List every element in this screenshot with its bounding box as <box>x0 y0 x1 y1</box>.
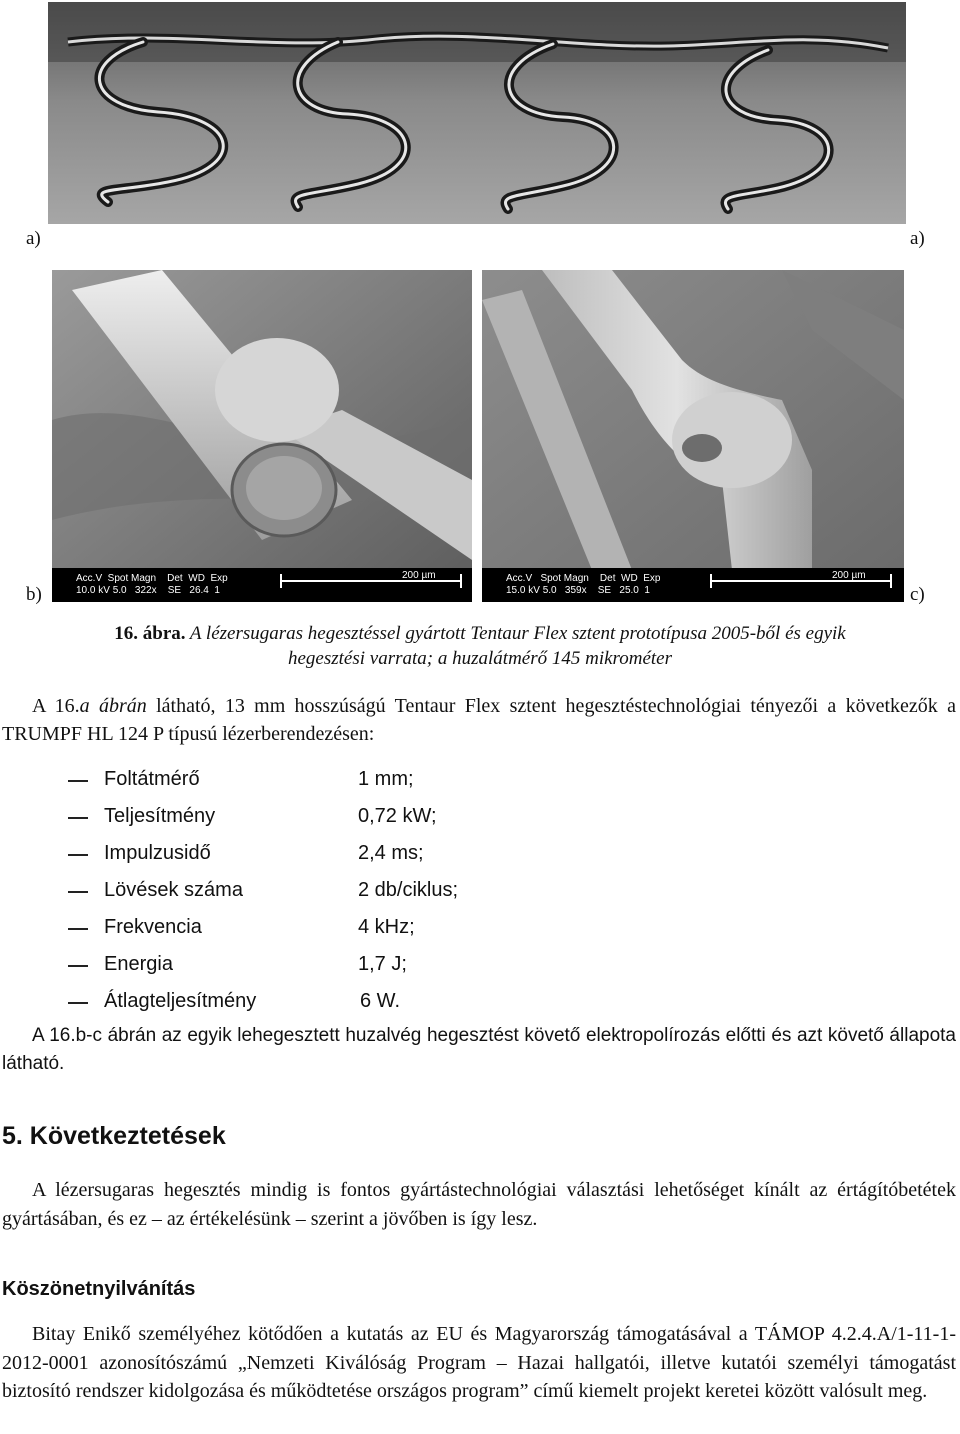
param-label: Impulzusidő <box>104 842 211 864</box>
param-value: 2,4 ms; <box>358 842 424 864</box>
dash-bullet <box>68 817 88 819</box>
panel-label-c: c) <box>910 584 925 605</box>
intro-text: látható, 13 mm hosszúságú Tentaur Flex sztent hegesztéstechnológiai tényezői a következők a TRUMPF HL 124 P típusú lézerberendezésen: <box>2 695 956 745</box>
dash-bullet <box>68 1002 88 1004</box>
scale-bar-tick-right <box>890 574 892 588</box>
sem-b-scale-label: 200 µm <box>402 570 436 581</box>
param-label: Teljesítmény <box>104 805 216 827</box>
panel-label-a-right: a) <box>910 228 925 249</box>
param-value: 0,72 kW; <box>358 805 437 827</box>
section-title-acknowledgements: Köszönetnyilvánítás <box>2 1278 196 1300</box>
sem-c-header: Acc.V Spot Magn Det WD Exp <box>506 573 661 584</box>
conclusions-text: A lézersugaras hegesztés mindig is fontos gyártástechnológiai választási lehetőséget kínált az értágítóbetétek gyártásában, és ez – az értékelésünk – szerint a jövőben is így lesz. <box>2 1179 956 1230</box>
sem-b-header: Acc.V Spot Magn Det WD Exp <box>76 573 228 584</box>
sem-image-b <box>52 270 472 602</box>
conclusions-paragraph <box>2 1176 956 1234</box>
scale-bar-tick-right <box>460 574 462 588</box>
dash-bullet <box>68 780 88 782</box>
intro-paragraph <box>2 692 956 748</box>
caption-line-2: hegesztési varrata; a huzalátmérő 145 mikrométer <box>288 648 672 669</box>
caption-line-1 <box>40 621 920 646</box>
intro-italic: a ábrán <box>79 695 147 717</box>
panel-label-a-left: a) <box>26 228 41 249</box>
acknowledgements-paragraph <box>2 1320 956 1406</box>
acknowledgements-text: Bitay Enikő személyéhez kötődően a kutatás az EU és Magyarország támogatásával a TÁMOP 4.2.4.A/1-11-1-2012-0001 azonosítószámú „Nemzeti Kiválóság Program – Hazai hallgatói, illetve kutatói személyi támogatást biztosító rendszer kidolgozása és működtetése országos program” című kiemelt projekt keretei között valósult meg. <box>2 1323 956 1402</box>
sem-info-bar-b <box>52 568 472 602</box>
section-title-conclusions: 5. Következtetések <box>2 1122 226 1150</box>
param-label: Átlagteljesítmény <box>104 990 257 1012</box>
dash-bullet <box>68 854 88 856</box>
sem-image-c <box>482 270 904 602</box>
sem-c-values: 15.0 kV 5.0 359x SE 25.0 1 <box>506 585 650 596</box>
sem-c-scale-label: 200 µm <box>832 570 866 581</box>
param-label: Energia <box>104 953 173 975</box>
caption-figure-number: 16. ábra. <box>114 623 186 644</box>
param-value: 2 db/ciklus; <box>358 879 459 901</box>
sem-info-bar-c <box>482 568 904 602</box>
after-list-paragraph <box>2 1022 956 1078</box>
param-value: 6 W. <box>360 990 401 1012</box>
stent-photo <box>48 2 906 224</box>
panel-label-b: b) <box>26 584 42 605</box>
dash-bullet <box>68 928 88 930</box>
after-list-text: A 16.b-c ábrán az egyik lehegesztett huzalvég hegesztést követő elektropolírozás előtti és azt követő állapota látható. <box>2 1025 956 1074</box>
param-label: Lövések száma <box>104 879 243 901</box>
intro-prefix: A 16. <box>32 695 80 717</box>
param-value: 1,7 J; <box>358 953 407 975</box>
param-label: Foltátmérő <box>104 768 200 790</box>
param-label: Frekvencia <box>104 916 202 938</box>
caption-text-1: A lézersugaras hegesztéssel gyártott Tentaur Flex sztent prototípusa 2005-ből és egyik <box>185 623 846 644</box>
dash-bullet <box>68 891 88 893</box>
figure-caption <box>40 621 920 671</box>
sem-b-values: 10.0 kV 5.0 322x SE 26.4 1 <box>76 585 220 596</box>
dash-bullet <box>68 965 88 967</box>
param-value: 1 mm; <box>358 768 414 790</box>
param-value: 4 kHz; <box>358 916 415 938</box>
